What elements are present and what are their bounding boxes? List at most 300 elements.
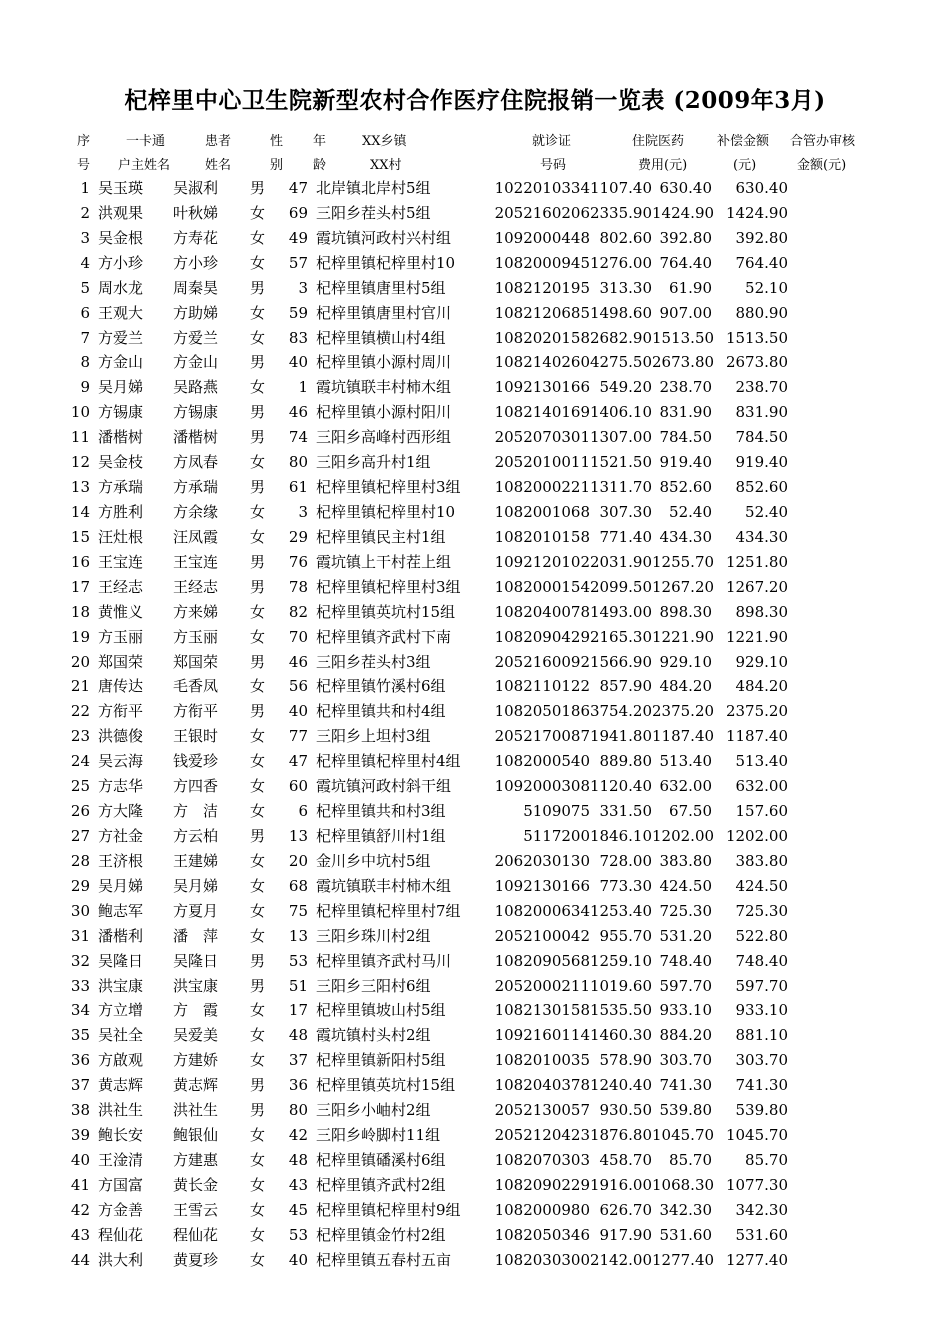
cell-village: 霞坑镇河政村兴村组 bbox=[316, 228, 452, 247]
cell-sex: 男 bbox=[250, 652, 266, 671]
cell-compensation: 484.20 bbox=[659, 677, 712, 696]
cell-household: 方金山 bbox=[98, 353, 144, 372]
table-row bbox=[0, 201, 950, 226]
cell-cost: 549.20 bbox=[599, 378, 652, 397]
cell-no: 19 bbox=[70, 627, 90, 646]
table-row bbox=[0, 301, 950, 326]
cell-cost: 773.30 bbox=[599, 876, 652, 895]
cell-compensation: 1267.20 bbox=[652, 577, 715, 596]
header-card-2: 号码 bbox=[540, 158, 567, 173]
cell-no: 2 bbox=[80, 203, 90, 222]
cell-village: 杞梓里镇舒川村1组 bbox=[316, 826, 446, 845]
table-row bbox=[0, 724, 950, 749]
cell-sex: 女 bbox=[250, 253, 266, 272]
cell-card: 1082020158 bbox=[494, 328, 590, 347]
cell-card: 1082010158 bbox=[494, 527, 590, 546]
cell-approved: 1202.00 bbox=[725, 826, 788, 845]
cell-approved: 880.90 bbox=[735, 303, 788, 322]
cell-card: 1082000945 bbox=[494, 253, 590, 272]
table-row bbox=[0, 276, 950, 301]
cell-no: 22 bbox=[70, 702, 90, 721]
cell-no: 8 bbox=[80, 353, 90, 372]
cell-cost: 2682.90 bbox=[589, 328, 652, 347]
cell-household: 方玉丽 bbox=[98, 627, 144, 646]
cell-village: 霞坑镇联丰村柿木组 bbox=[316, 378, 452, 397]
cell-compensation: 748.40 bbox=[659, 951, 712, 970]
cell-no: 21 bbox=[70, 677, 90, 696]
header-sex-2: 别 bbox=[270, 158, 284, 173]
table-row bbox=[0, 1098, 950, 1123]
table-row bbox=[0, 774, 950, 799]
cell-cost: 4275.50 bbox=[589, 353, 652, 372]
cell-sex: 男 bbox=[250, 179, 266, 197]
cell-patient: 叶秋娣 bbox=[173, 203, 219, 222]
cell-patient: 方衔平 bbox=[173, 702, 219, 721]
cell-village: 杞梓里镇齐武村马川 bbox=[316, 951, 452, 970]
cell-card: 1082140260 bbox=[494, 353, 590, 372]
table-row bbox=[0, 176, 950, 201]
cell-household: 方国富 bbox=[98, 1175, 144, 1194]
cell-patient: 方金山 bbox=[173, 353, 219, 372]
cell-approved: 1277.40 bbox=[725, 1250, 788, 1269]
cell-patient: 王雪云 bbox=[173, 1200, 219, 1219]
cell-age: 37 bbox=[288, 1051, 308, 1070]
cell-sex: 男 bbox=[250, 478, 266, 497]
cell-card: 1082110122 bbox=[494, 677, 590, 696]
cell-card: 2062030130 bbox=[494, 851, 590, 870]
cell-village: 杞梓里镇杞梓里村3组 bbox=[316, 478, 461, 497]
cell-patient: 毛香凤 bbox=[173, 677, 219, 696]
cell-compensation: 725.30 bbox=[659, 901, 712, 920]
cell-cost: 331.50 bbox=[599, 802, 652, 821]
table-row bbox=[0, 500, 950, 525]
cell-village: 杞梓里镇磻溪村6组 bbox=[316, 1150, 446, 1169]
cell-cost: 1107.40 bbox=[589, 179, 652, 197]
cell-compensation: 632.00 bbox=[659, 777, 712, 796]
cell-patient: 潘楷树 bbox=[173, 428, 219, 447]
cell-village: 杞梓里镇杞梓里村10 bbox=[316, 253, 456, 272]
cell-compensation: 919.40 bbox=[659, 453, 712, 472]
cell-sex: 女 bbox=[250, 1175, 266, 1194]
cell-patient: 方四香 bbox=[173, 777, 219, 796]
cell-card: 1082040378 bbox=[494, 1076, 590, 1095]
cell-household: 黄惟义 bbox=[98, 602, 144, 621]
cell-patient: 方寿花 bbox=[173, 228, 219, 247]
cell-approved: 597.70 bbox=[735, 976, 788, 995]
cell-household: 方衔平 bbox=[98, 702, 144, 721]
cell-approved: 1045.70 bbox=[725, 1126, 788, 1145]
cell-approved: 741.30 bbox=[735, 1076, 788, 1095]
cell-village: 三阳乡三阳村6组 bbox=[316, 976, 431, 995]
cell-patient: 方建惠 bbox=[173, 1150, 219, 1169]
cell-sex: 女 bbox=[250, 627, 266, 646]
cell-cost: 930.50 bbox=[599, 1101, 652, 1120]
cell-sex: 女 bbox=[250, 777, 266, 796]
cell-card: 2052120423 bbox=[494, 1126, 590, 1145]
cell-card: 1092000448 bbox=[494, 228, 590, 247]
cell-cost: 1916.00 bbox=[589, 1175, 652, 1194]
cell-no: 23 bbox=[70, 727, 90, 746]
table-row bbox=[0, 251, 950, 276]
cell-household: 黄志辉 bbox=[98, 1076, 144, 1095]
header-household: 一卡通 bbox=[126, 134, 166, 149]
cell-no: 25 bbox=[70, 777, 90, 796]
cell-no: 40 bbox=[70, 1150, 90, 1169]
cell-patient: 吴隆日 bbox=[173, 951, 219, 970]
cell-household: 洪宝康 bbox=[98, 976, 144, 995]
cell-sex: 男 bbox=[250, 702, 266, 721]
cell-sex: 女 bbox=[250, 303, 266, 322]
table-row bbox=[0, 425, 950, 450]
cell-village: 杞梓里镇五春村五亩 bbox=[316, 1250, 452, 1269]
cell-age: 69 bbox=[288, 203, 308, 222]
cell-village: 杞梓里镇共和村4组 bbox=[316, 702, 446, 721]
cell-age: 3 bbox=[298, 278, 308, 297]
cell-approved: 513.40 bbox=[735, 752, 788, 771]
cell-village: 杞梓里镇小源村阳川 bbox=[316, 403, 452, 422]
cell-household: 方胜利 bbox=[98, 502, 144, 521]
cell-sex: 男 bbox=[250, 1101, 266, 1120]
cell-age: 82 bbox=[288, 602, 308, 621]
header-no: 序 bbox=[77, 134, 91, 149]
cell-compensation: 764.40 bbox=[659, 253, 712, 272]
cell-no: 7 bbox=[80, 328, 90, 347]
cell-approved: 342.30 bbox=[735, 1200, 788, 1219]
cell-patient: 周秦昊 bbox=[173, 278, 219, 297]
cell-sex: 女 bbox=[250, 926, 266, 945]
cell-sex: 女 bbox=[250, 802, 266, 821]
cell-age: 40 bbox=[288, 702, 308, 721]
table-row bbox=[0, 650, 950, 675]
cell-patient: 方来娣 bbox=[173, 602, 219, 621]
cell-household: 方承瑞 bbox=[98, 478, 144, 497]
cell-age: 43 bbox=[288, 1175, 308, 1194]
cell-cost: 2099.50 bbox=[589, 577, 652, 596]
cell-age: 61 bbox=[288, 478, 308, 497]
cell-approved: 392.80 bbox=[735, 228, 788, 247]
cell-village: 杞梓里镇横山村4组 bbox=[316, 328, 446, 347]
cell-no: 28 bbox=[70, 851, 90, 870]
cell-age: 47 bbox=[288, 752, 308, 771]
cell-village: 杞梓里镇齐武村2组 bbox=[316, 1175, 446, 1194]
cell-age: 78 bbox=[288, 577, 308, 596]
cell-compensation: 531.60 bbox=[659, 1225, 712, 1244]
cell-sex: 女 bbox=[250, 876, 266, 895]
cell-patient: 吴路燕 bbox=[173, 378, 219, 397]
cell-cost: 1120.40 bbox=[589, 777, 652, 796]
cell-patient: 洪宝康 bbox=[173, 976, 219, 995]
cell-card: 1092130166 bbox=[494, 876, 590, 895]
cell-approved: 1513.50 bbox=[725, 328, 788, 347]
cell-sex: 女 bbox=[250, 1150, 266, 1169]
header-township-2: XX村 bbox=[370, 158, 402, 173]
cell-no: 41 bbox=[70, 1175, 90, 1194]
table-row bbox=[0, 998, 950, 1023]
cell-sex: 女 bbox=[250, 1200, 266, 1219]
cell-sex: 女 bbox=[250, 527, 266, 546]
cell-age: 46 bbox=[288, 403, 308, 422]
cell-age: 40 bbox=[288, 1250, 308, 1269]
cell-compensation: 434.30 bbox=[659, 527, 712, 546]
cell-approved: 632.00 bbox=[735, 777, 788, 796]
cell-sex: 女 bbox=[250, 1225, 266, 1244]
cell-patient: 方锡康 bbox=[173, 403, 219, 422]
table-row bbox=[0, 1073, 950, 1098]
cell-compensation: 67.50 bbox=[669, 802, 712, 821]
cell-age: 77 bbox=[288, 727, 308, 746]
cell-no: 24 bbox=[70, 752, 90, 771]
cell-household: 鲍长安 bbox=[98, 1126, 144, 1145]
cell-sex: 女 bbox=[250, 1001, 266, 1020]
cell-approved: 383.80 bbox=[735, 851, 788, 870]
cell-cost: 313.30 bbox=[599, 278, 652, 297]
cell-village: 杞梓里镇共和村3组 bbox=[316, 802, 446, 821]
cell-cost: 1460.30 bbox=[589, 1026, 652, 1045]
cell-compensation: 531.20 bbox=[659, 926, 712, 945]
cell-compensation: 1513.50 bbox=[652, 328, 715, 347]
cell-card: 1082050186 bbox=[494, 702, 590, 721]
cell-approved: 1424.90 bbox=[725, 203, 788, 222]
cell-household: 方爱兰 bbox=[98, 328, 144, 347]
cell-patient: 方爱兰 bbox=[173, 328, 219, 347]
cell-compensation: 2375.20 bbox=[652, 702, 715, 721]
cell-cost: 1406.10 bbox=[589, 403, 652, 422]
cell-patient: 王经志 bbox=[173, 577, 219, 596]
cell-patient: 方 霞 bbox=[173, 1001, 219, 1020]
table-row bbox=[0, 1123, 950, 1148]
cell-sex: 女 bbox=[250, 677, 266, 696]
cell-village: 杞梓里镇杞梓里村10 bbox=[316, 502, 456, 521]
cell-cost: 1019.60 bbox=[589, 976, 652, 995]
cell-age: 76 bbox=[288, 552, 308, 571]
cell-card: 2052160206 bbox=[494, 203, 590, 222]
table-row bbox=[0, 226, 950, 251]
cell-age: 57 bbox=[288, 253, 308, 272]
cell-compensation: 52.40 bbox=[669, 502, 712, 521]
cell-cost: 2335.90 bbox=[589, 203, 652, 222]
cell-card: 1082120685 bbox=[494, 303, 590, 322]
cell-patient: 鲍银仙 bbox=[173, 1126, 219, 1145]
header-township: XX乡镇 bbox=[362, 134, 407, 149]
cell-age: 83 bbox=[288, 328, 308, 347]
cell-approved: 630.40 bbox=[735, 179, 788, 197]
cell-cost: 771.40 bbox=[599, 527, 652, 546]
cell-card: 1092000308 bbox=[494, 777, 590, 796]
cell-sex: 男 bbox=[250, 577, 266, 596]
cell-no: 9 bbox=[80, 378, 90, 397]
cell-household: 程仙花 bbox=[98, 1225, 144, 1244]
cell-approved: 784.50 bbox=[735, 428, 788, 447]
cell-cost: 1493.00 bbox=[589, 602, 652, 621]
cell-household: 吴月娣 bbox=[98, 378, 144, 397]
cell-village: 杞梓里镇杞梓里村9组 bbox=[316, 1200, 461, 1219]
cell-household: 吴隆日 bbox=[98, 951, 144, 970]
cell-household: 吴云海 bbox=[98, 752, 144, 771]
cell-age: 70 bbox=[288, 627, 308, 646]
cell-cost: 1276.00 bbox=[589, 253, 652, 272]
table-row bbox=[0, 899, 950, 924]
cell-card: 1082070303 bbox=[494, 1150, 590, 1169]
cell-no: 12 bbox=[70, 453, 90, 472]
cell-sex: 男 bbox=[250, 278, 266, 297]
header-age: 年 bbox=[313, 134, 327, 149]
cell-compensation: 392.80 bbox=[659, 228, 712, 247]
cell-village: 三阳乡上坦村3组 bbox=[316, 727, 431, 746]
table-row bbox=[0, 874, 950, 899]
cell-household: 王观大 bbox=[98, 303, 144, 322]
cell-cost: 1498.60 bbox=[589, 303, 652, 322]
cell-patient: 郑国荣 bbox=[173, 652, 219, 671]
cell-card: 2052070301 bbox=[494, 428, 590, 447]
cell-sex: 男 bbox=[250, 353, 266, 372]
cell-approved: 898.30 bbox=[735, 602, 788, 621]
cell-village: 霞坑镇河政村斜干组 bbox=[316, 777, 452, 796]
header-household-2: 户主姓名 bbox=[118, 158, 171, 173]
cell-household: 吴社全 bbox=[98, 1026, 144, 1045]
cell-sex: 男 bbox=[250, 826, 266, 845]
cell-card: 1092160114 bbox=[494, 1026, 590, 1045]
cell-no: 4 bbox=[80, 253, 90, 272]
cell-age: 36 bbox=[288, 1076, 308, 1095]
table-row bbox=[0, 799, 950, 824]
cell-village: 杞梓里镇英坑村15组 bbox=[316, 1076, 456, 1095]
cell-household: 方锡康 bbox=[98, 403, 144, 422]
cell-approved: 303.70 bbox=[735, 1051, 788, 1070]
cell-compensation: 630.40 bbox=[659, 179, 712, 197]
table-row bbox=[0, 924, 950, 949]
table-row bbox=[0, 1023, 950, 1048]
cell-age: 3 bbox=[298, 502, 308, 521]
cell-cost: 626.70 bbox=[599, 1200, 652, 1219]
cell-card: 1092130166 bbox=[494, 378, 590, 397]
cell-village: 金川乡中坑村5组 bbox=[316, 851, 431, 870]
cell-age: 53 bbox=[288, 1225, 308, 1244]
cell-cost: 2165.30 bbox=[589, 627, 652, 646]
cell-approved: 539.80 bbox=[735, 1101, 788, 1120]
cell-approved: 852.60 bbox=[735, 478, 788, 497]
cell-cost: 458.70 bbox=[599, 1150, 652, 1169]
header-patient: 患者 bbox=[205, 134, 232, 149]
cell-compensation: 539.80 bbox=[659, 1101, 712, 1120]
cell-sex: 男 bbox=[250, 951, 266, 970]
cell-card: 2052000211 bbox=[494, 976, 590, 995]
table-row bbox=[0, 1198, 950, 1223]
cell-approved: 881.10 bbox=[735, 1026, 788, 1045]
cell-village: 霞坑镇联丰村柿木组 bbox=[316, 876, 452, 895]
cell-compensation: 784.50 bbox=[659, 428, 712, 447]
cell-sex: 女 bbox=[250, 453, 266, 472]
cell-village: 三阳乡茬头村3组 bbox=[316, 652, 431, 671]
table-row bbox=[0, 1248, 950, 1273]
cell-no: 29 bbox=[70, 876, 90, 895]
cell-household: 汪灶根 bbox=[98, 527, 144, 546]
cell-age: 45 bbox=[288, 1200, 308, 1219]
cell-household: 吴月娣 bbox=[98, 876, 144, 895]
cell-household: 吴金枝 bbox=[98, 453, 144, 472]
cell-sex: 女 bbox=[250, 1250, 266, 1269]
cell-village: 杞梓里镇英坑村15组 bbox=[316, 602, 456, 621]
cell-approved: 748.40 bbox=[735, 951, 788, 970]
cell-no: 33 bbox=[70, 976, 90, 995]
cell-household: 吴玉瑛 bbox=[98, 179, 144, 197]
cell-compensation: 238.70 bbox=[659, 378, 712, 397]
header-sex: 性 bbox=[270, 134, 284, 149]
cell-village: 三阳乡岭脚村11组 bbox=[316, 1126, 441, 1145]
cell-card: 5109075 bbox=[523, 802, 590, 821]
cell-patient: 方凤春 bbox=[173, 453, 219, 472]
cell-no: 36 bbox=[70, 1051, 90, 1070]
cell-card: 1022010334 bbox=[494, 179, 590, 197]
cell-patient: 黄长金 bbox=[173, 1175, 219, 1194]
cell-age: 49 bbox=[288, 228, 308, 247]
table-row bbox=[0, 525, 950, 550]
cell-approved: 52.10 bbox=[745, 278, 788, 297]
cell-village: 杞梓里镇杞梓里村4组 bbox=[316, 752, 461, 771]
cell-age: 46 bbox=[288, 652, 308, 671]
cell-sex: 女 bbox=[250, 502, 266, 521]
cell-compensation: 85.70 bbox=[669, 1150, 712, 1169]
cell-compensation: 741.30 bbox=[659, 1076, 712, 1095]
cell-compensation: 597.70 bbox=[659, 976, 712, 995]
cell-cost: 857.90 bbox=[599, 677, 652, 696]
table-row bbox=[0, 350, 950, 375]
cell-no: 38 bbox=[70, 1101, 90, 1120]
cell-compensation: 342.30 bbox=[659, 1200, 712, 1219]
cell-household: 王宝连 bbox=[98, 552, 144, 571]
cell-card: 2052160092 bbox=[494, 652, 590, 671]
cell-approved: 1077.30 bbox=[725, 1175, 788, 1194]
cell-cost: 1240.40 bbox=[589, 1076, 652, 1095]
cell-age: 29 bbox=[288, 527, 308, 546]
cell-patient: 方夏月 bbox=[173, 901, 219, 920]
cell-village: 杞梓里镇金竹村2组 bbox=[316, 1225, 446, 1244]
cell-cost: 1941.80 bbox=[589, 727, 652, 746]
cell-village: 三阳乡珠川村2组 bbox=[316, 926, 431, 945]
cell-age: 51 bbox=[288, 976, 308, 995]
cell-approved: 764.40 bbox=[735, 253, 788, 272]
cell-card: 1082040078 bbox=[494, 602, 590, 621]
cell-no: 32 bbox=[70, 951, 90, 970]
cell-patient: 钱爱珍 bbox=[173, 752, 219, 771]
cell-sex: 女 bbox=[250, 602, 266, 621]
cell-patient: 黄夏珍 bbox=[173, 1250, 219, 1269]
cell-compensation: 513.40 bbox=[659, 752, 712, 771]
cell-household: 方金善 bbox=[98, 1200, 144, 1219]
cell-cost: 1566.90 bbox=[589, 652, 652, 671]
cell-age: 75 bbox=[288, 901, 308, 920]
cell-patient: 王建娣 bbox=[173, 851, 219, 870]
cell-cost: 1311.70 bbox=[589, 478, 652, 497]
cell-village: 杞梓里镇杞梓里村7组 bbox=[316, 901, 461, 920]
cell-compensation: 1424.90 bbox=[652, 203, 715, 222]
cell-age: 59 bbox=[288, 303, 308, 322]
cell-age: 6 bbox=[298, 802, 308, 821]
cell-age: 48 bbox=[288, 1150, 308, 1169]
cell-approved: 522.80 bbox=[735, 926, 788, 945]
cell-village: 三阳乡小岫村2组 bbox=[316, 1101, 431, 1120]
cell-household: 吴金根 bbox=[98, 228, 144, 247]
cell-patient: 方玉丽 bbox=[173, 627, 219, 646]
cell-sex: 女 bbox=[250, 1051, 266, 1070]
cell-approved: 919.40 bbox=[735, 453, 788, 472]
cell-cost: 955.70 bbox=[599, 926, 652, 945]
cell-village: 三阳乡高升村1组 bbox=[316, 453, 431, 472]
cell-sex: 女 bbox=[250, 378, 266, 397]
cell-patient: 王宝连 bbox=[173, 552, 219, 571]
cell-no: 39 bbox=[70, 1126, 90, 1145]
table-row bbox=[0, 625, 950, 650]
cell-household: 方啟观 bbox=[98, 1051, 144, 1070]
